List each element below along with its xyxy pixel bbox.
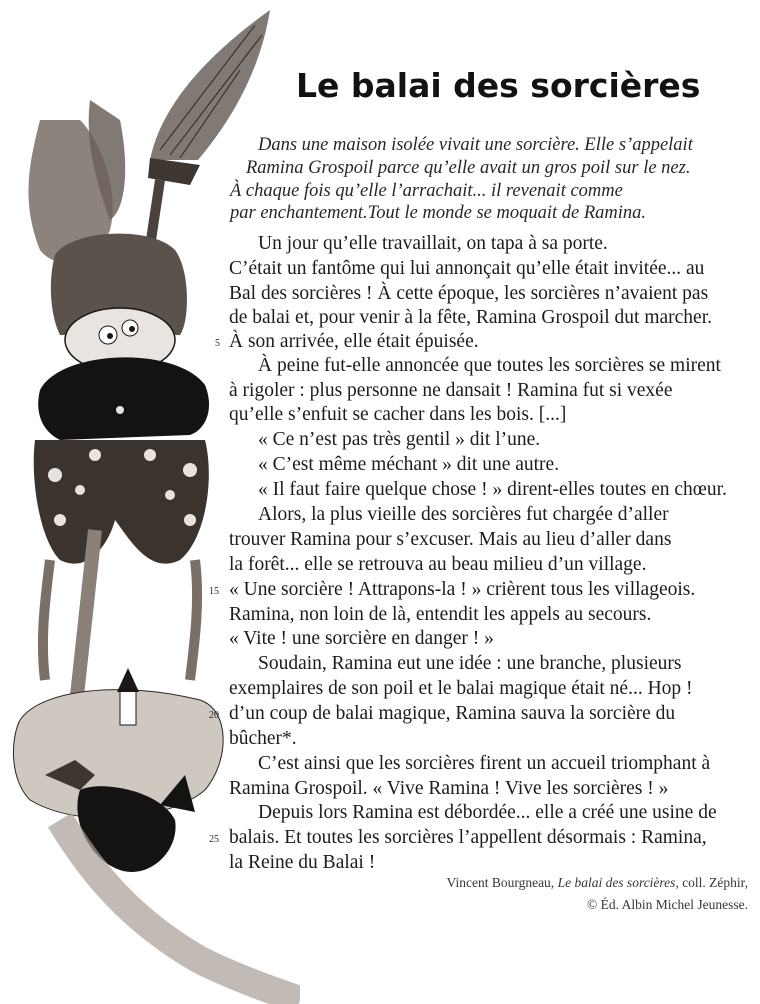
body-line: Soudain, Ramina eut une idée : une branche, plusieurs bbox=[258, 653, 682, 674]
body-line: d’un coup de balai magique, Ramina sauva la sorcière du bbox=[229, 703, 676, 724]
intro-line: par enchantement.Tout le monde se moquait de Ramina. bbox=[230, 203, 647, 223]
body-line: « Ce n’est pas très gentil » dit l’une. bbox=[258, 429, 541, 450]
body-line: Un jour qu’elle travaillait, on tapa à sa porte. bbox=[258, 233, 608, 254]
line-number: 25 bbox=[209, 834, 219, 845]
body-line: C’était un fantôme qui lui annonçait qu’elle était invitée... au bbox=[229, 258, 705, 279]
credit-book-title: Le balai des sorcières bbox=[557, 875, 676, 890]
page-title: Le balai des sorcières bbox=[296, 66, 701, 105]
credit-collection: , coll. Zéphir, bbox=[675, 875, 748, 890]
source-credit bbox=[447, 875, 748, 891]
body-line: « Il faut faire quelque chose ! » dirent-elles toutes en chœur. bbox=[258, 479, 727, 500]
body-line: C’est ainsi que les sorcières firent un accueil triomphant à bbox=[258, 753, 711, 774]
intro-line: Ramina Grospoil parce qu’elle avait un gros poil sur le nez. bbox=[246, 158, 691, 178]
publisher-credit: © Éd. Albin Michel Jeunesse. bbox=[587, 897, 748, 912]
line-number: 20 bbox=[209, 710, 219, 721]
body-line: bûcher*. bbox=[229, 728, 297, 749]
body-line: Ramina Grospoil. « Vive Ramina ! Vive les sorcières ! » bbox=[229, 778, 669, 799]
body-line: « Une sorcière ! Attrapons-la ! » crièrent tous les villageois. bbox=[229, 579, 696, 600]
body-line: qu’elle s’enfuit se cacher dans les bois. [...] bbox=[229, 404, 567, 425]
body-line: la forêt... elle se retrouva au beau milieu d’un village. bbox=[229, 554, 647, 575]
body-line: à rigoler : plus personne ne dansait ! Ramina fut si vexée bbox=[229, 380, 673, 401]
body-line: balais. Et toutes les sorcières l’appellent désormais : Ramina, bbox=[229, 827, 707, 848]
body-line: À son arrivée, elle était épuisée. bbox=[229, 331, 479, 352]
dress-icon bbox=[34, 440, 209, 564]
body-line: À peine fut-elle annoncée que toutes les sorcières se mirent bbox=[258, 355, 721, 376]
body-line: Bal des sorcières ! À cette époque, les sorcières n’avaient pas bbox=[229, 283, 709, 304]
credit-author: Vincent Bourgneau, bbox=[446, 875, 558, 890]
line-number: 5 bbox=[215, 338, 220, 349]
body-line: « C’est même méchant » dit une autre. bbox=[258, 454, 560, 475]
body-line: exemplaires de son poil et le balai magique était né... Hop ! bbox=[229, 678, 693, 699]
body-line: la Reine du Balai ! bbox=[229, 852, 376, 873]
body-line: de balai et, pour venir à la fête, Ramina Grospoil dut marcher. bbox=[229, 307, 712, 328]
body-line: Alors, la plus vieille des sorcières fut chargée d’aller bbox=[258, 504, 669, 525]
body-line: Depuis lors Ramina est débordée... elle a créé une usine de bbox=[258, 802, 717, 823]
intro-line: Dans une maison isolée vivait une sorcière. Elle s’appelait bbox=[258, 135, 693, 155]
intro-line: À chaque fois qu’elle l’arrachait... il revenait comme bbox=[230, 181, 623, 201]
body-line: Ramina, non loin de là, entendit les appels au secours. bbox=[229, 604, 652, 625]
line-number: 15 bbox=[209, 586, 219, 597]
body-line: trouver Ramina pour s’excuser. Mais au lieu d’aller dans bbox=[229, 529, 672, 550]
body-line: « Vite ! une sorcière en danger ! » bbox=[229, 628, 494, 649]
